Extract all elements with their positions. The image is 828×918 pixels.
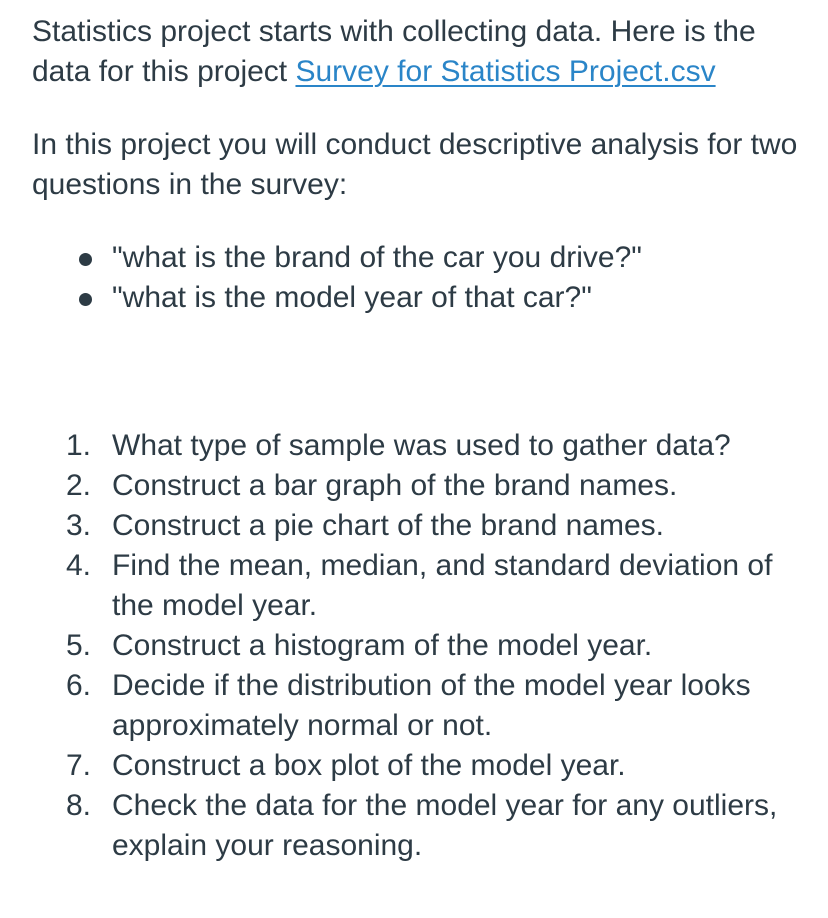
task-text: Check the data for the model year for any outliers, explain your reasoning. — [112, 789, 778, 862]
task-number: 6. — [66, 669, 92, 702]
list-item — [32, 238, 798, 278]
list-item — [32, 746, 798, 786]
list-item — [32, 786, 798, 866]
list-item — [32, 546, 798, 626]
task-text: Find the mean, median, and standard deviation of the model year. — [112, 549, 773, 622]
task-text: What type of sample was used to gather data? — [112, 429, 731, 462]
question-text: "what is the model year of that car?" — [112, 281, 592, 314]
intro-text: Statistics project starts with collecting data. Here is the data for this project — [32, 15, 756, 88]
list-item — [32, 466, 798, 506]
task-number: 2. — [66, 469, 92, 502]
list-item — [32, 426, 798, 466]
task-list — [32, 426, 798, 866]
list-item — [32, 278, 798, 318]
task-text: Construct a pie chart of the brand names. — [112, 509, 664, 542]
bullet-icon — [79, 253, 92, 266]
bullet-icon — [79, 293, 92, 306]
task-number: 1. — [66, 429, 92, 462]
task-number: 3. — [66, 509, 92, 542]
survey-file-link[interactable]: Survey for Statistics Project.csv — [295, 55, 716, 88]
task-number: 8. — [66, 789, 92, 822]
task-number: 5. — [66, 629, 92, 662]
analysis-paragraph: In this project you will conduct descriptive analysis for two questions in the survey: — [32, 128, 798, 201]
task-text: Construct a histogram of the model year. — [112, 629, 653, 662]
task-text: Construct a bar graph of the brand names. — [112, 469, 678, 502]
task-number: 4. — [66, 549, 92, 582]
list-item — [32, 666, 798, 746]
list-item — [32, 626, 798, 666]
task-number: 7. — [66, 749, 92, 782]
survey-questions-list — [32, 238, 798, 318]
question-text: "what is the brand of the car you drive?" — [112, 241, 642, 274]
task-text: Construct a box plot of the model year. — [112, 749, 626, 782]
list-item — [32, 506, 798, 546]
task-text: Decide if the distribution of the model year looks approximately normal or not. — [112, 669, 751, 742]
intro-paragraph — [32, 12, 798, 92]
